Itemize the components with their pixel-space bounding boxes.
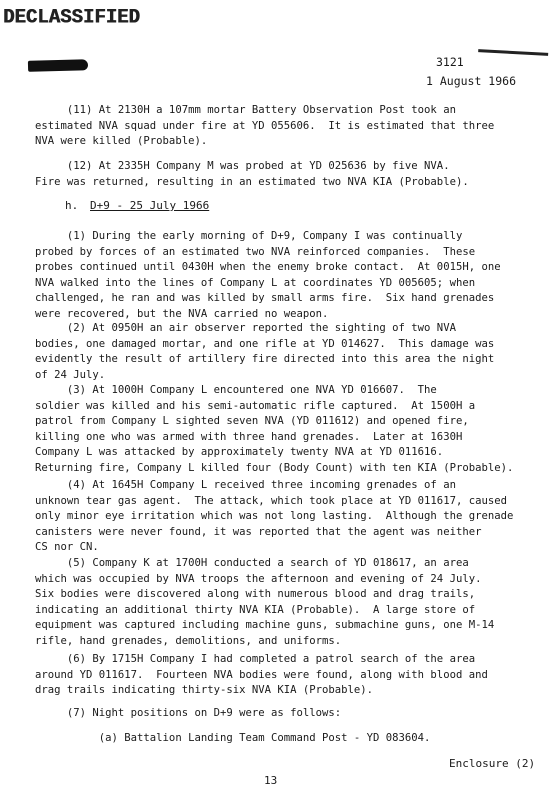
declassified-stamp: DECLASSIFIED	[3, 5, 140, 29]
document-date: 1 August 1966	[426, 74, 517, 88]
paragraph-h5: (5) Company K at 1700H conducted a search of YD 018617, an area which was occupied by NVA troops the afternoon and evening of 24 July. Six bodies were discovered along with numerous blood and drag trails, indicating an additional thirty NVA KIA (Probable). A large store of equipment was captured including machine guns, submachine guns, one M-14 rifle, hand grenades, demolitions, and uniforms.	[35, 557, 495, 647]
redaction-mark	[28, 59, 88, 72]
paragraph-12: (12) At 2335H Company M was probed at YD 025636 by five NVA. Fire was returned, resulting in an estimated two NVA KIA (Probable).	[35, 160, 469, 188]
enclosure-label: Enclosure (2)	[449, 757, 536, 770]
paragraph-h7: (7) Night positions on D+9 were as follows:	[35, 707, 342, 719]
corner-mark	[478, 49, 548, 63]
section-heading: D+9 - 25 July 1966	[90, 199, 210, 212]
paragraph-h4: (4) At 1645H Company L received three incoming grenades of an unknown tear gas agent. The attack, which took place at YD 011617, caused only minor eye irritation which was not long lasting. Although the grenade canisters were never found, it was reported that the agent was neither CS nor CN.	[35, 479, 514, 553]
section-label: h.	[65, 199, 79, 212]
paragraph-h3: (3) At 1000H Company L encountered one NVA YD 016607. The soldier was killed and his semi-automatic rifle captured. At 1500H a patrol from Company L sighted seven NVA (YD 011612) and opened fire, killing one who was armed with three hand grenades. Later at 1630H Company L was attacked by approximately twenty NVA at YD 011616. Returning fire, Company L killed four (Body Count) with ten KIA (Probable).	[35, 384, 514, 474]
page-number: 13	[264, 774, 278, 787]
paragraph-h6: (6) By 1715H Company I had completed a patrol search of the area around YD 011617. Fourteen NVA bodies were found, along with blood and drag trails indicating thirty-six NVA KIA (Probable).	[35, 653, 488, 696]
paragraph-h2: (2) At 0950H an air observer reported the sighting of two NVA bodies, one damaged mortar, and one rifle at YD 014627. This damage was evidently the result of artillery fire directed into this area the night of 24 July.	[35, 322, 495, 381]
paragraph-h7a: (a) Battalion Landing Team Command Post - YD 083604.	[35, 732, 431, 744]
paragraph-11: (11) At 2130H a 107mm mortar Battery Observation Post took an estimated NVA squad under fire at YD 055606. It is estimated that three NVA were killed (Probable).	[35, 104, 495, 147]
document-number: 3121	[436, 55, 464, 69]
paragraph-h1: (1) During the early morning of D+9, Company I was continually probed by forces of an estimated two NVA reinforced companies. These probes continued until 0430H when the enemy broke contact. At 0015H, one NVA walked into the lines of Company L at coordinates YD 005605; when challenged, he ran and was killed by small arms fire. Six hand grenades were recovered, but the NVA carried no weapon.	[35, 230, 501, 320]
